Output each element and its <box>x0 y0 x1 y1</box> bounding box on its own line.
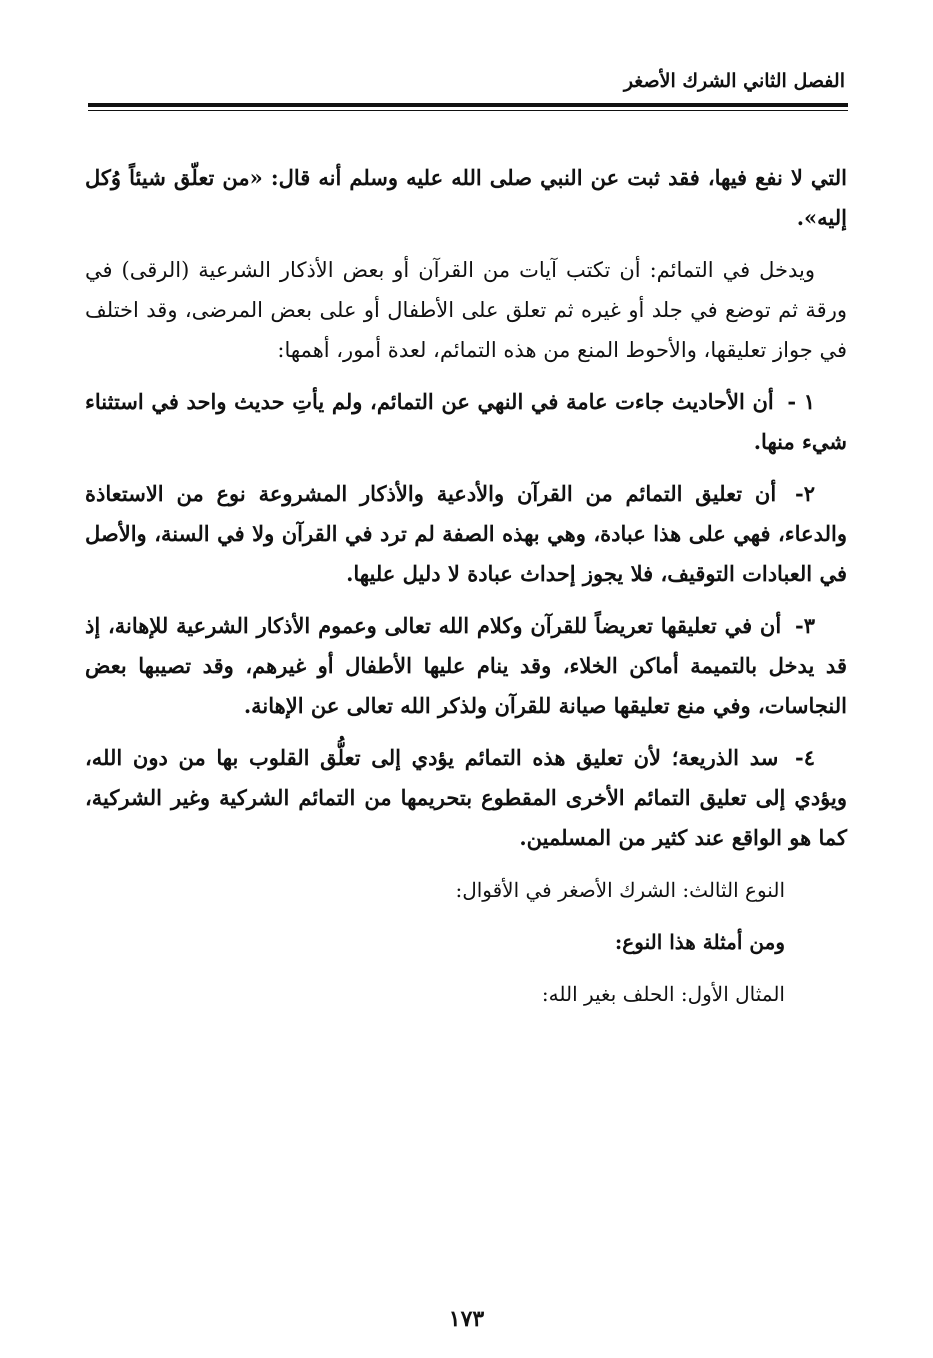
list-text-2: أن تعليق التمائم من القرآن والأدعية والأذكار المشروعة نوع من الاستعاذة والدعاء، فهي على هذا عبادة، وهي بهذه الصفة لم ترد في القرآن ولا في السنة، والأصل في العبادات التوقيف، فلا يجوز إحداث عبادة لا دليل عليها. <box>85 481 847 586</box>
page-number: ١٧٣ <box>448 1306 485 1332</box>
paragraph-tamaim-intro-text: ويدخل في التمائم: أن تكتب آيات من القرآن أو بعض الأذكار الشرعية (الرقى) في ورقة ثم توضع في جلد أو غيره ثم تعلق على الأطفال أو على بعض المرضى، وقد اختلف في جواز تعليقها، والأحوط المنع من هذه التمائم، لعدة أمور، أهمها: <box>85 258 847 362</box>
list-item-reason-4 <box>85 738 847 858</box>
body-text <box>85 158 847 1026</box>
list-text-1: أن الأحاديث جاءت عامة في النهي عن التمائم، ولم يأتِ حديث واحد في استثناء شيء منها. <box>85 389 847 454</box>
header-rule-thin <box>88 110 848 111</box>
header-rule-thick <box>88 103 848 107</box>
list-text-4: سد الذريعة؛ لأن تعليق هذه التمائم يؤدي إلى تعلُّق القلوب بها من دون الله، ويؤدي إلى تعليق التمائم الأخرى المقطوع بتحريمها من التمائم الشركية وغير الشركية، كما هو الواقع عند كثير من المسلمين. <box>85 745 847 850</box>
list-item-reason-3 <box>85 606 847 726</box>
subheading-example-one: المثال الأول: الحلف بغير الله: <box>541 982 785 1006</box>
list-number-1: ١ - <box>787 389 815 414</box>
list-number-2: ٢- <box>795 481 815 506</box>
paragraph-tamaim-intro <box>85 250 847 370</box>
subheading-type-three: النوع الثالث: الشرك الأصغر في الأقوال: <box>455 878 785 902</box>
list-text-3: أن في تعليقها تعريضاً للقرآن وكلام الله تعالى وعموم الأذكار الشرعية للإهانة، إذ قد يدخل بالتميمة أماكن الخلاء، وقد ينام عليها الأطفال أو غيرهم، وقد تصيبها بعض النجاسات، وفي منع تعليقها صيانة للقرآن ولذكر الله تعالى عن الإهانة. <box>85 613 847 718</box>
running-header: الفصل الثاني الشرك الأصغر <box>623 70 845 92</box>
list-number-4: ٤- <box>795 745 816 770</box>
list-number-3: ٣- <box>795 613 816 638</box>
list-item-reason-1 <box>85 382 847 462</box>
list-item-reason-2 <box>85 474 847 594</box>
subheading-examples: ومن أمثلة هذا النوع: <box>614 930 785 954</box>
paragraph-hadith: التي لا نفع فيها، فقد ثبت عن النبي صلى الله عليه وسلم أنه قال: «من تعلّق شيئاً وُكل إليه». <box>85 165 847 230</box>
